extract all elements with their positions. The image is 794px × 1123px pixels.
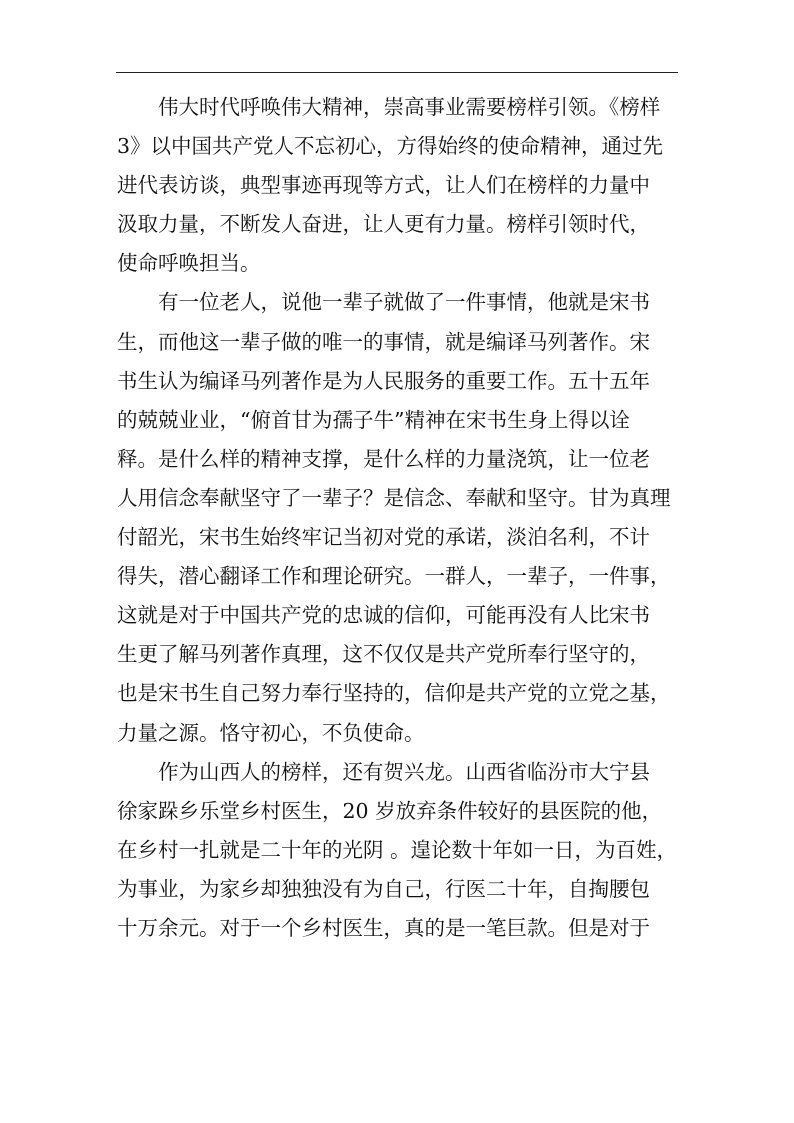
text-line: 作为山西人的榜样，还有贺兴龙。山西省临汾市大宁县 <box>158 759 650 784</box>
text-line: 的兢兢业业，“俯首甘为孺子牛”精神在宋书生身上得以诠 <box>117 407 630 432</box>
text-line: 得失，潜心翻译工作和理论研究。一群人，一辈子，一件事， <box>117 564 671 589</box>
text-line: 付韶光，宋书生始终牢记当初对党的承诺，淡泊名利，不计 <box>117 525 650 550</box>
text-line: 十万余元。对于一个乡村医生，真的是一笔巨款。但是对于 <box>117 915 650 940</box>
text-line: 生，而他这一辈子做的唯一的事情，就是编译马列著作。宋 <box>117 329 650 354</box>
text-line: 进代表访谈，典型事迹再现等方式，让人们在榜样的力量中 <box>117 173 650 198</box>
text-line: 书生认为编译马列著作是为人民服务的重要工作。五十五年 <box>117 368 650 393</box>
text-line: 人用信念奉献坚守了一辈子？是信念、奉献和坚守。甘为真理 <box>117 485 671 510</box>
text-line: 徐家跺乡乐堂乡村医生，20 岁放弃条件较好的县医院的他， <box>117 798 663 823</box>
text-line: 有一位老人，说他一辈子就做了一件事情，他就是宋书 <box>158 290 650 315</box>
text-line: 3》以中国共产党人不忘初心，方得始终的使命精神，通过先 <box>117 134 664 159</box>
text-line: 生更了解马列著作真理，这不仅仅是共产党所奉行坚守的， <box>117 642 650 667</box>
paragraph-3 <box>117 753 677 948</box>
text-line: 释。是什么样的精神支撑，是什么样的力量浇筑，让一位老 <box>117 446 650 471</box>
text-line: 也是宋书生自己努力奉行坚持的，信仰是共产党的立党之基， <box>117 681 671 706</box>
text-line: 使命呼唤担当。 <box>117 251 261 276</box>
text-line: 汲取力量，不断发人奋进，让人更有力量。榜样引领时代， <box>117 212 650 237</box>
paragraph-1 <box>117 88 677 283</box>
text-line: 伟大时代呼唤伟大精神，崇高事业需要榜样引领。《榜样 <box>158 95 661 119</box>
text-line: 力量之源。恪守初心，不负使命。 <box>117 720 425 745</box>
document-body <box>117 88 677 948</box>
paragraph-2 <box>117 283 677 752</box>
text-line: 在乡村一扎就是二十年的光阴 。遑论数十年如一日，为百姓， <box>117 837 678 862</box>
text-line: 这就是对于中国共产党的忠诚的信仰，可能再没有人比宋书 <box>117 603 650 628</box>
header-rule <box>116 72 678 73</box>
text-line: 为事业，为家乡却独独没有为自己，行医二十年，自掏腰包 <box>117 876 650 901</box>
